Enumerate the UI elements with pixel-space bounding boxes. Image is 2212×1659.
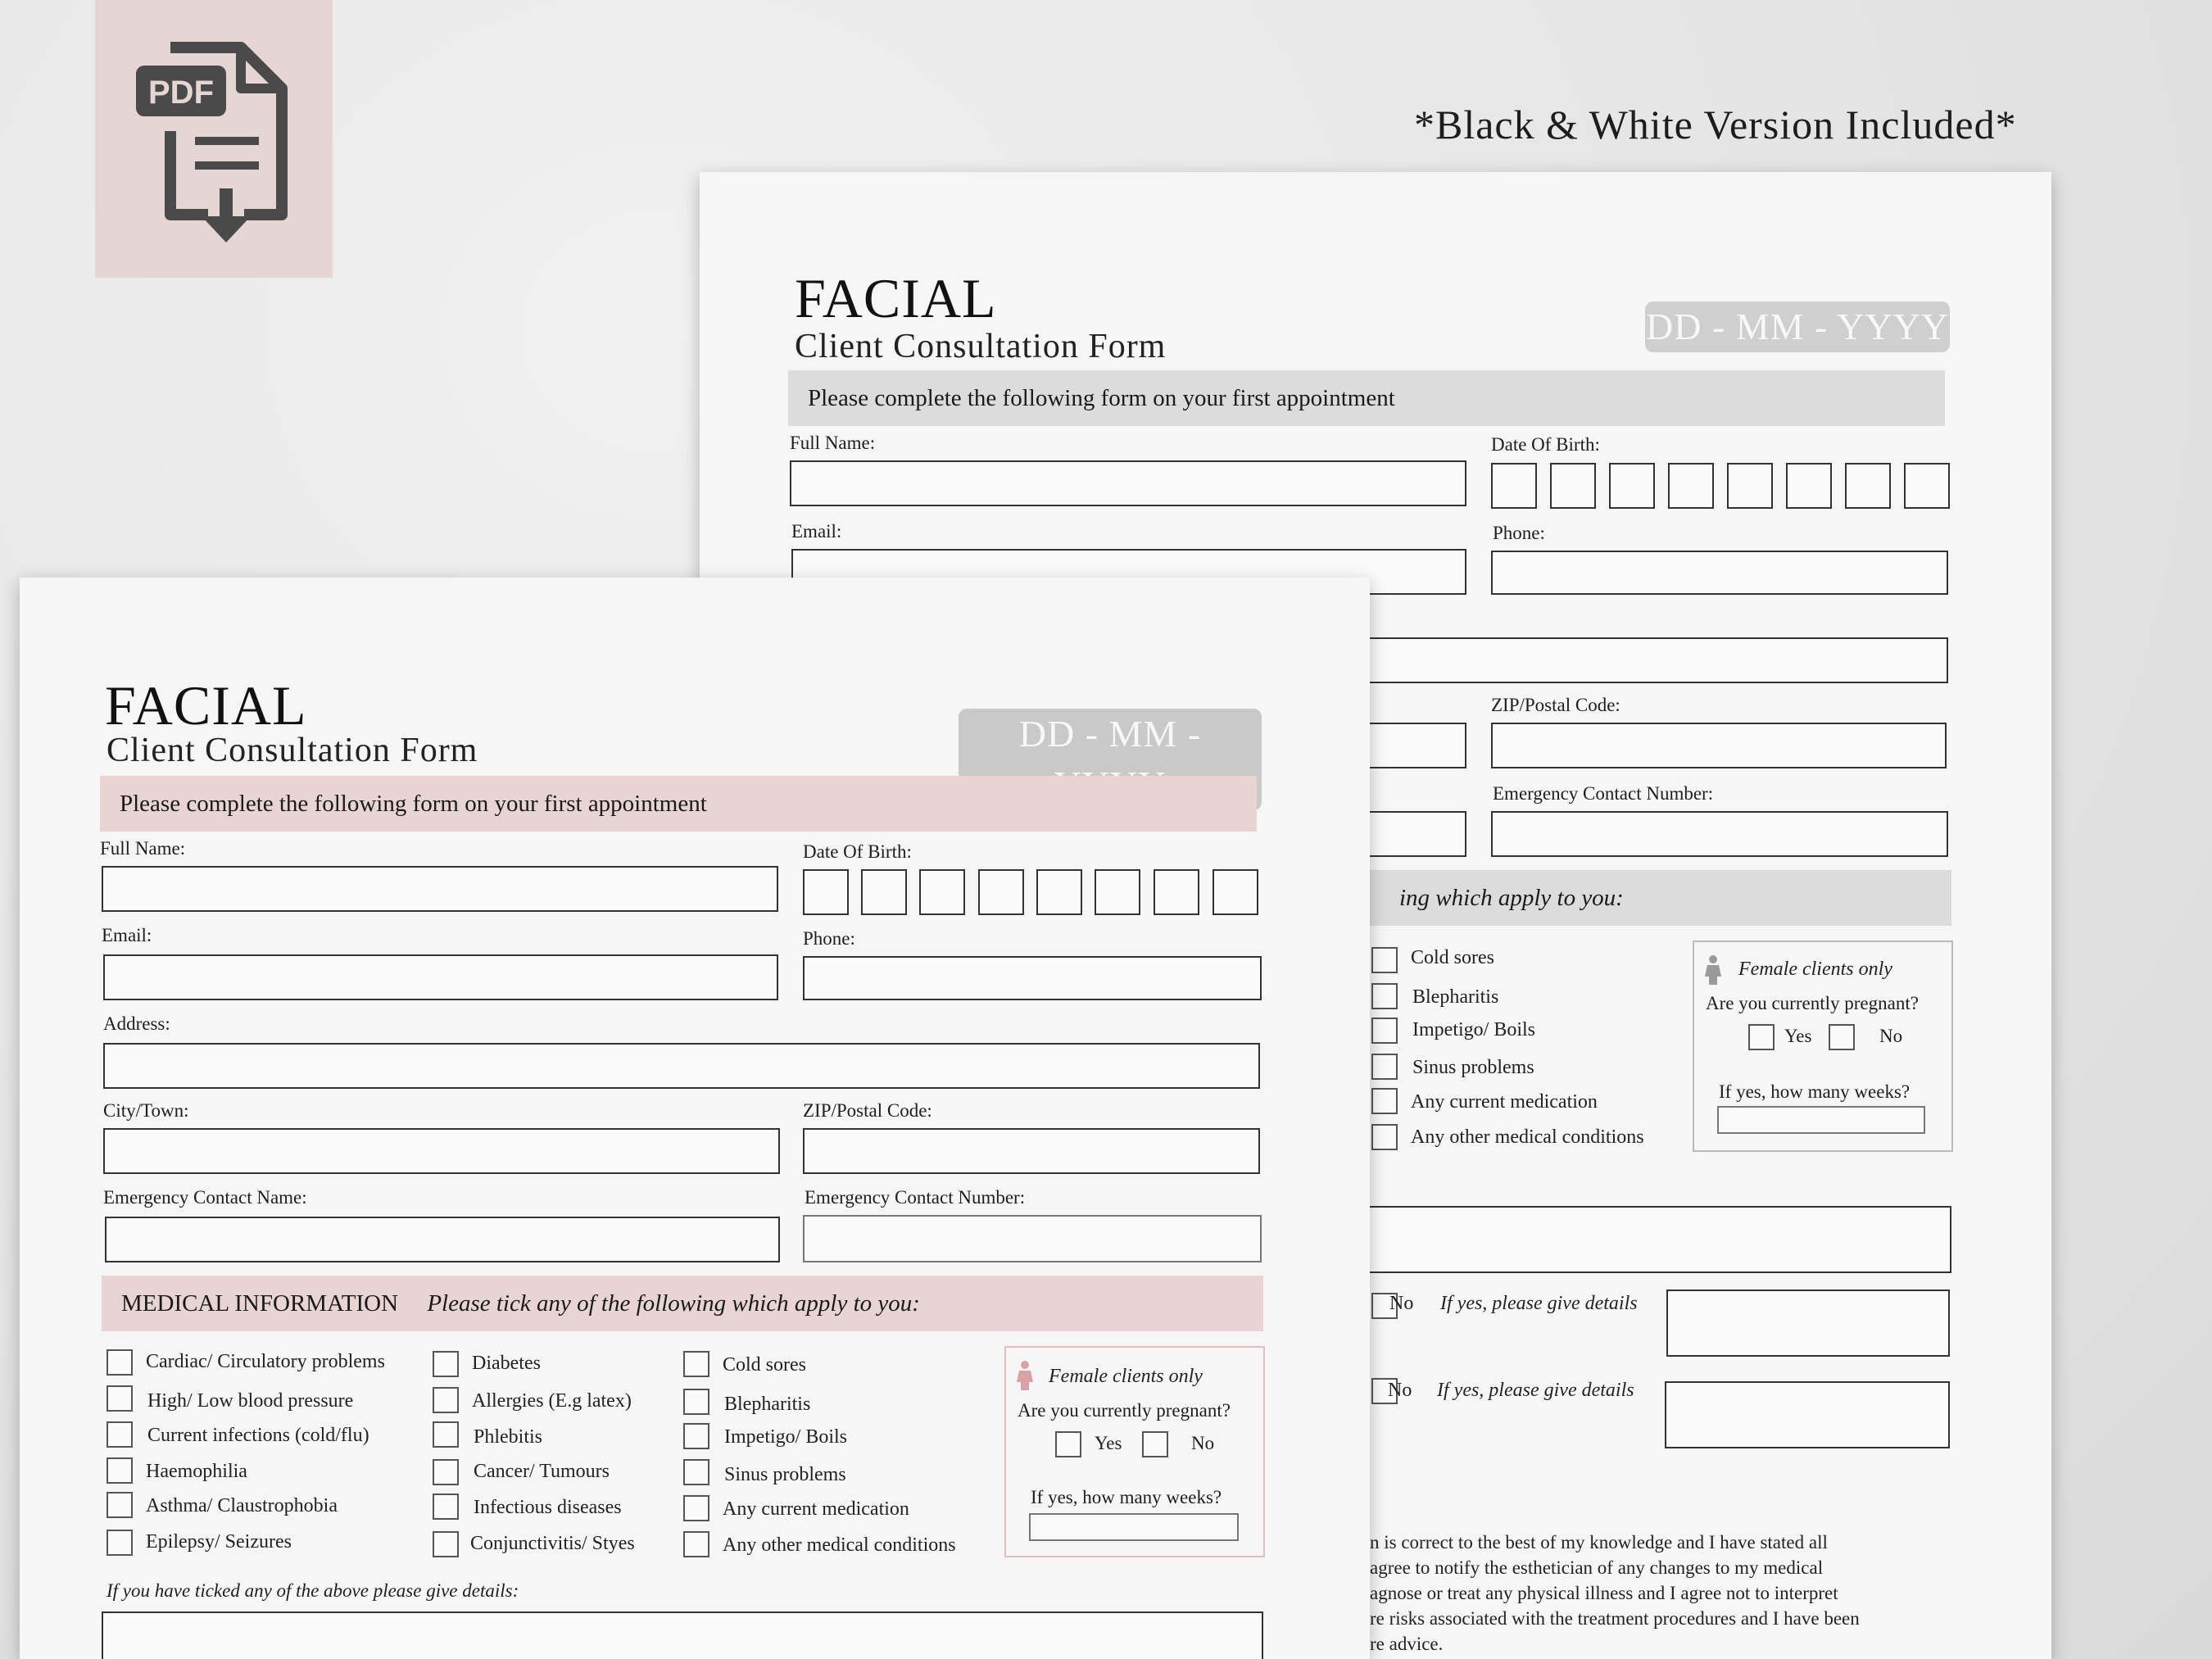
weeks-label: If yes, how many weeks? — [1719, 1081, 1911, 1102]
bw-version-note: *Black & White Version Included* — [1414, 102, 2017, 147]
pregnant-no-label: No — [1191, 1433, 1215, 1453]
zip-label: ZIP/Postal Code: — [803, 1100, 932, 1121]
consent-line: re risks associated with the treatment procedures and I have been — [1370, 1608, 1860, 1629]
medical-details-prompt: If you have ticked any of the above please give details: — [107, 1580, 519, 1601]
dob-label: Date Of Birth: — [803, 841, 912, 862]
current-medication-label: Any current medication — [1411, 1091, 1598, 1113]
medical-banner — [102, 1276, 1263, 1331]
zip-field[interactable] — [803, 1128, 1260, 1174]
dob-box[interactable] — [1550, 463, 1596, 509]
blepharitis-label: Blepharitis — [1412, 986, 1499, 1008]
dob-box[interactable] — [861, 869, 907, 915]
conjunctivitis-label: Conjunctivitis/ Styes — [470, 1533, 635, 1554]
emergency-number-label: Emergency Contact Number: — [1493, 783, 1714, 804]
medical-heading: MEDICAL INFORMATION — [121, 1290, 399, 1317]
emergency-number-field[interactable] — [1491, 811, 1948, 857]
checkbox-blepharitis[interactable] — [683, 1389, 709, 1415]
form-subtitle: Client Consultation Form — [107, 732, 478, 769]
female-title: Female clients only — [1049, 1366, 1203, 1387]
female-icon — [1016, 1361, 1034, 1390]
checkbox-other-conditions[interactable] — [683, 1531, 709, 1557]
instruction-banner: Please complete the following form on your first appointment — [100, 776, 1257, 832]
emergency-name-field[interactable] — [105, 1217, 780, 1262]
dob-box[interactable] — [1095, 869, 1140, 915]
pregnant-yes-label: Yes — [1095, 1433, 1122, 1453]
full-name-label: Full Name: — [790, 433, 876, 453]
checkbox-allergies[interactable] — [433, 1387, 459, 1413]
city-label: City/Town: — [103, 1100, 189, 1121]
full-name-field[interactable] — [102, 866, 778, 912]
impetigo-label: Impetigo/ Boils — [724, 1426, 847, 1448]
emergency-name-label: Emergency Contact Name: — [103, 1187, 307, 1208]
dob-box[interactable] — [919, 869, 965, 915]
infections-label: Current infections (cold/flu) — [147, 1425, 369, 1446]
instruction-banner: Please complete the following form on your first appointment — [788, 370, 1945, 426]
checkbox-pregnant-yes[interactable] — [1748, 1024, 1775, 1050]
checkbox-impetigo[interactable] — [683, 1423, 709, 1449]
female-icon — [1704, 955, 1722, 985]
checkbox-blepharitis[interactable] — [1371, 983, 1398, 1009]
form-title: FACIAL — [105, 674, 307, 737]
checkbox-current-medication[interactable] — [683, 1495, 709, 1521]
checkbox-infections[interactable] — [107, 1421, 133, 1448]
checkbox-cancer[interactable] — [433, 1459, 459, 1485]
emergency-number-label: Emergency Contact Number: — [805, 1187, 1026, 1208]
checkbox-asthma[interactable] — [107, 1492, 133, 1518]
sinus-label: Sinus problems — [724, 1464, 846, 1485]
dob-box[interactable] — [1154, 869, 1199, 915]
pregnant-no-label: No — [1879, 1026, 1903, 1046]
pdf-download-icon — [136, 41, 292, 246]
checkbox-pregnant-no[interactable] — [1829, 1024, 1855, 1050]
checkbox-diabetes[interactable] — [433, 1351, 459, 1377]
checkbox-pregnant-no[interactable] — [1142, 1431, 1168, 1457]
dob-box[interactable] — [1845, 463, 1891, 509]
checkbox-blood-pressure[interactable] — [107, 1385, 133, 1412]
pregnant-yes-label: Yes — [1784, 1026, 1812, 1046]
zip-label: ZIP/Postal Code: — [1491, 695, 1620, 715]
city-field[interactable] — [103, 1128, 780, 1174]
cardiac-label: Cardiac/ Circulatory problems — [146, 1351, 385, 1372]
followup1-details-label: If yes, please give details — [1440, 1293, 1638, 1314]
checkbox-epilepsy[interactable] — [107, 1530, 133, 1556]
weeks-field[interactable] — [1029, 1513, 1239, 1541]
checkbox-conjunctivitis[interactable] — [433, 1531, 459, 1557]
female-title: Female clients only — [1738, 959, 1892, 980]
full-name-label: Full Name: — [100, 838, 186, 859]
dob-box[interactable] — [978, 869, 1024, 915]
checkbox-pregnant-yes[interactable] — [1055, 1431, 1081, 1457]
dob-box[interactable] — [1668, 463, 1714, 509]
followup1-no-label: No — [1389, 1293, 1414, 1314]
phone-field[interactable] — [1491, 551, 1948, 595]
followup1-details-field[interactable] — [1666, 1290, 1950, 1357]
pdf-badge-label: PDF — [148, 75, 214, 111]
phone-label: Phone: — [803, 928, 855, 949]
email-label: Email: — [791, 521, 842, 542]
haemophilia-label: Haemophilia — [146, 1461, 247, 1482]
phone-field[interactable] — [803, 956, 1262, 1000]
medical-instruction: Please tick any of the following which apply to you: — [427, 1290, 920, 1317]
medical-details-field[interactable] — [102, 1611, 1263, 1659]
checkbox-haemophilia[interactable] — [107, 1457, 133, 1484]
followup2-details-label: If yes, please give details — [1437, 1380, 1634, 1401]
dob-box[interactable] — [1213, 869, 1258, 915]
sinus-label: Sinus problems — [1412, 1057, 1534, 1078]
pregnant-question: Are you currently pregnant? — [1018, 1400, 1231, 1421]
cold-sores-label: Cold sores — [723, 1354, 806, 1376]
female-clients-box — [1004, 1346, 1265, 1557]
zip-field[interactable] — [1491, 723, 1947, 768]
phlebitis-label: Phlebitis — [474, 1426, 543, 1448]
consent-text — [1370, 1530, 1860, 1657]
other-conditions-label: Any other medical conditions — [1411, 1126, 1644, 1148]
consent-line: n is correct to the best of my knowledge and I have stated all — [1370, 1532, 1828, 1552]
form-title: FACIAL — [795, 267, 997, 329]
impetigo-label: Impetigo/ Boils — [1412, 1019, 1535, 1040]
date-placeholder[interactable]: DD - MM - YYYY — [1645, 301, 1950, 352]
checkbox-phlebitis[interactable] — [433, 1421, 459, 1448]
checkbox-current-medication[interactable] — [1371, 1088, 1398, 1114]
cancer-label: Cancer/ Tumours — [474, 1461, 610, 1482]
dob-box[interactable] — [1727, 463, 1773, 509]
checkbox-impetigo[interactable] — [1371, 1018, 1398, 1044]
checkbox-cardiac[interactable] — [107, 1349, 133, 1376]
checkbox-other-conditions[interactable] — [1371, 1124, 1398, 1150]
infectious-label: Infectious diseases — [474, 1497, 622, 1518]
diabetes-label: Diabetes — [472, 1353, 541, 1374]
blood-pressure-label: High/ Low blood pressure — [147, 1390, 354, 1412]
full-name-field[interactable] — [790, 460, 1466, 506]
consent-line: re advice. — [1370, 1634, 1444, 1654]
weeks-field[interactable] — [1717, 1106, 1925, 1134]
dob-box[interactable] — [1786, 463, 1832, 509]
consent-line: agree to notify the esthetician of any changes to my medical — [1370, 1557, 1824, 1578]
dob-box[interactable] — [1491, 463, 1537, 509]
followup2-details-field[interactable] — [1665, 1381, 1950, 1448]
date-placeholder[interactable]: DD - MM - — [959, 709, 1262, 810]
form-subtitle: Client Consultation Form — [795, 328, 1167, 365]
allergies-label: Allergies (E.g latex) — [472, 1390, 632, 1412]
email-label: Email: — [102, 925, 152, 945]
checkbox-infectious[interactable] — [433, 1494, 459, 1520]
cold-sores-label: Cold sores — [1411, 947, 1494, 968]
pregnant-question: Are you currently pregnant? — [1706, 993, 1919, 1013]
consent-line: agnose or treat any physical illness and I agree not to interpret — [1370, 1583, 1838, 1603]
checkbox-sinus[interactable] — [1371, 1054, 1398, 1080]
email-field[interactable] — [103, 954, 778, 1000]
dob-box[interactable] — [1036, 869, 1082, 915]
followup2-no-label: No — [1388, 1380, 1412, 1401]
front-form-sheet — [20, 578, 1370, 1659]
dob-box[interactable] — [1904, 463, 1950, 509]
address-field[interactable] — [103, 1043, 1260, 1089]
weeks-label: If yes, how many weeks? — [1031, 1487, 1222, 1507]
pdf-badge — [95, 0, 333, 278]
dob-label: Date Of Birth: — [1491, 434, 1600, 455]
current-medication-label: Any current medication — [723, 1498, 909, 1520]
blepharitis-label: Blepharitis — [724, 1394, 811, 1415]
female-clients-box — [1693, 941, 1953, 1152]
dob-box[interactable] — [1609, 463, 1655, 509]
medical-banner: ing which apply to you: — [790, 870, 1951, 926]
checkbox-sinus[interactable] — [683, 1459, 709, 1485]
checkbox-cold-sores[interactable] — [683, 1351, 709, 1377]
phone-label: Phone: — [1493, 523, 1545, 543]
checkbox-cold-sores[interactable] — [1371, 947, 1398, 973]
dob-box[interactable] — [803, 869, 849, 915]
asthma-label: Asthma/ Claustrophobia — [146, 1495, 338, 1516]
other-conditions-label: Any other medical conditions — [723, 1534, 956, 1556]
address-label: Address: — [103, 1013, 170, 1034]
epilepsy-label: Epilepsy/ Seizures — [146, 1531, 292, 1552]
emergency-number-field[interactable] — [803, 1215, 1262, 1262]
